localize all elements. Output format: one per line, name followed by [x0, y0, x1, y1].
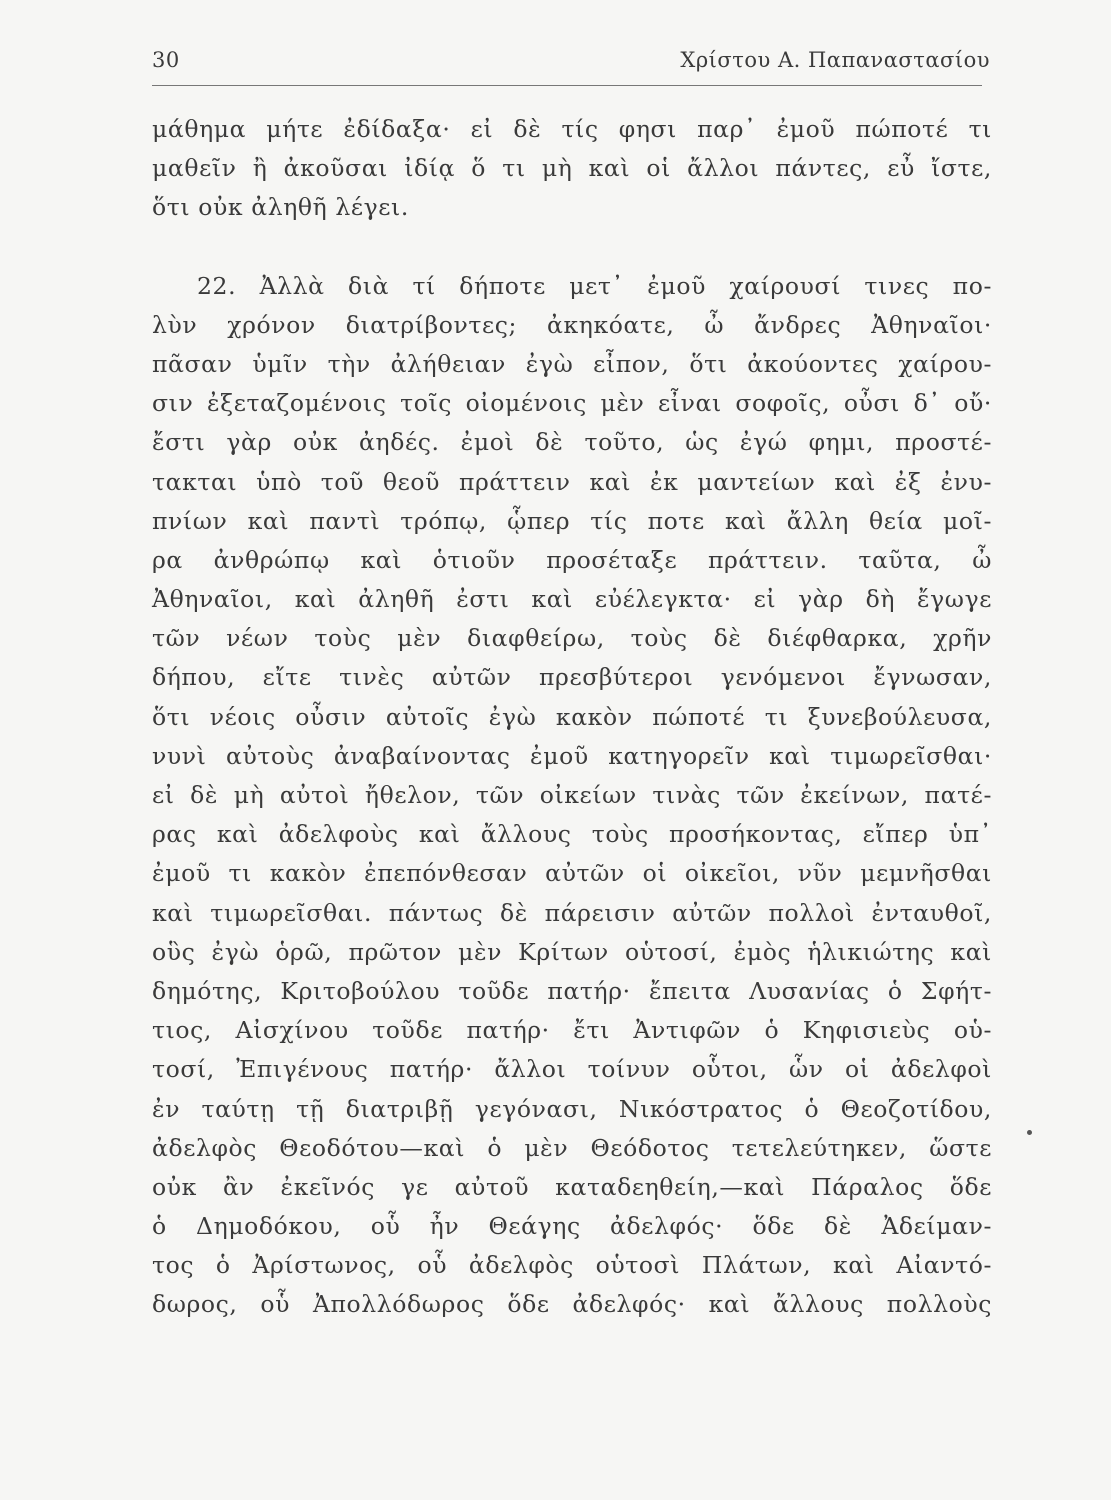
paragraph-2 [152, 267, 992, 1325]
text-line: δήπου, εἴτε τινὲς αὐτῶν πρεσβύτεροι γενόμενοι ἔγνωσαν, [152, 663, 992, 692]
header-rule [152, 85, 982, 86]
paragraph-1 [152, 110, 992, 228]
text-line: τακται ὑπὸ τοῦ θεοῦ πράττειν καὶ ἐκ μαντείων καὶ ἐξ ἐνυ- [152, 467, 992, 496]
text-line: ὁ Δημοδόκου, οὗ ἦν Θεάγης ἀδελφός· ὅδε δὲ Ἀδείμαν- [152, 1212, 992, 1241]
text-line: τιος, Αἰσχίνου τοῦδε πατήρ· ἔτι Ἀντιφῶν ὁ Κηφισιεὺς οὑ- [152, 1016, 992, 1045]
text-line: λὺν χρόνον διατρίβοντες; ἀκηκόατε, ὦ ἄνδρες Ἀθηναῖοι· [152, 310, 992, 339]
running-head: Χρίστου Α. Παπαναστασίου [680, 48, 990, 72]
text-line: εἰ δὲ μὴ αὐτοὶ ἤθελον, τῶν οἰκείων τινὰς τῶν ἐκείνων, πατέ- [152, 781, 992, 809]
text-line: πνίων καὶ παντὶ τρόπῳ, ᾧπερ τίς ποτε καὶ ἄλλη θεία μοῖ- [152, 506, 992, 535]
text-line: ἀδελφὸς Θεοδότου—καὶ ὁ μὲν Θεόδοτος τετελεύτηκεν, ὥστε [152, 1133, 992, 1162]
text-line: νυνὶ αὐτοὺς ἀναβαίνοντας ἐμοῦ κατηγορεῖν καὶ τιμωρεῖσθαι· [152, 741, 992, 770]
text-line: τοσί, Ἐπιγένους πατήρ· ἄλλοι τοίνυν οὗτοι, ὧν οἱ ἀδελφοὶ [152, 1055, 992, 1084]
page-number: 30 [152, 48, 180, 72]
body-text [152, 110, 992, 1325]
paragraph-gap [152, 228, 992, 267]
text-line: καὶ τιμωρεῖσθαι. πάντως δὲ πάρεισιν αὐτῶν πολλοὶ ἐνταυθοῖ, [152, 898, 992, 927]
text-line: ὅτι νέοις οὖσιν αὐτοῖς ἐγὼ κακὸν πώποτέ τι ξυνεβούλευσα, [152, 702, 992, 731]
text-line: μάθημα μήτε ἐδίδαξα· εἰ δὲ τίς φησι παρ᾽ ἐμοῦ πώποτέ τι [152, 115, 992, 143]
text-line: οὐκ ἂν ἐκεῖνός γε αὐτοῦ καταδεηθείη,—καὶ Πάραλος ὅδε [152, 1172, 992, 1201]
text-line: σιν ἐξεταζομένοις τοῖς οἰομένοις μὲν εἶναι σοφοῖς, οὖσι δ᾽ οὔ· [152, 389, 992, 418]
text-line: πᾶσαν ὑμῖν τὴν ἀλήθειαν ἐγὼ εἶπον, ὅτι ἀκούοντες χαίρου- [152, 349, 992, 378]
text-line: ρα ἀνθρώπῳ καὶ ὁτιοῦν προσέταξε πράττειν. ταῦτα, ὦ [152, 545, 992, 574]
text-line: ἔστι γὰρ οὐκ ἀηδές. ἐμοὶ δὲ τοῦτο, ὡς ἐγώ φημι, προστέ- [152, 428, 992, 457]
text-line: τῶν νέων τοὺς μὲν διαφθείρω, τοὺς δὲ διέφθαρκα, χρῆν [152, 624, 992, 653]
text-line: ρας καὶ ἀδελφοὺς καὶ ἄλλους τοὺς προσήκοντας, εἴπερ ὑπ᾽ [152, 820, 992, 849]
text-line: δωρος, οὗ Ἀπολλόδωρος ὅδε ἀδελφός· καὶ ἄλλους πολλοὺς [152, 1290, 992, 1319]
text-line: ὅτι οὐκ ἀληθῆ λέγει. [152, 193, 409, 222]
text-line: τος ὁ Ἀρίστωνος, οὗ ἀδελφὸς οὑτοσὶ Πλάτων, καὶ Αἰαντό- [152, 1251, 992, 1280]
text-line: οὓς ἐγὼ ὁρῶ, πρῶτον μὲν Κρίτων οὑτοσί, ἐμὸς ἡλικιώτης καὶ [152, 937, 992, 966]
margin-mark [1027, 1130, 1032, 1135]
text-line: ἐμοῦ τι κακὸν ἐπεπόνθεσαν αὐτῶν οἱ οἰκεῖοι, νῦν μεμνῆσθαι [152, 859, 992, 888]
text-line: 22. Ἀλλὰ διὰ τί δήποτε μετ᾽ ἐμοῦ χαίρουσί τινες πο- [197, 271, 992, 300]
page-header [152, 48, 990, 82]
text-line: ἐν ταύτῃ τῇ διατριβῇ γεγόνασι, Νικόστρατος ὁ Θεοζοτίδου, [152, 1094, 992, 1123]
text-line: μαθεῖν ἢ ἀκοῦσαι ἰδίᾳ ὅ τι μὴ καὶ οἱ ἄλλοι πάντες, εὖ ἴστε, [152, 154, 992, 183]
text-line: δημότης, Κριτοβούλου τοῦδε πατήρ· ἔπειτα Λυσανίας ὁ Σφήτ- [152, 976, 992, 1005]
text-line: Ἀθηναῖοι, καὶ ἀληθῆ ἐστι καὶ εὐέλεγκτα· εἰ γὰρ δὴ ἔγωγε [152, 585, 992, 614]
